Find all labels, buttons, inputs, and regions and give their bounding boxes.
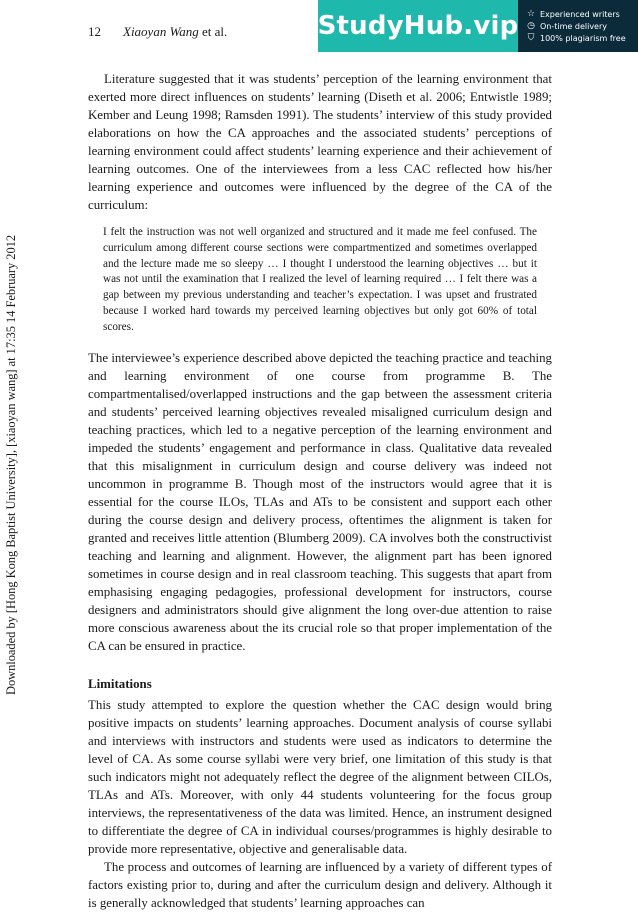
- block-quote: I felt the instruction was not well organized and structured and it made me feel confused. The curriculum among different course sections were compartmentized and sometimes overlapped and the lecture made me so sleepy … I thought I understood the learning objectives … but it was not until the examination that I realized the level of learning required … I felt there was a gap between my previous understanding and teacher’s expectation. I was upset and frustrated because I worked hard towards my perceived learning objectives but only got 60% of total scores.: [103, 226, 537, 333]
- download-watermark: Downloaded by [Hong Kong Baptist University], [xiaoyan wang] at 17:35 14 February 2012: [4, 234, 18, 695]
- feature-item: [526, 21, 638, 31]
- paragraph: Literature suggested that it was students’ perception of the learning environment that exerted more direct influences on students’ learning (Diseth et al. 2006; Entwistle 1989; Kember and Leung 1998; Ramsden 1991). The students’ interview of this study provided elaborations on how the CA approaches and the associated students’ perceptions of learning environment could affect students’ learning experience and their achievement of learning outcomes. One of the interviewees from a less CAC reflected how his/her learning experience and outcomes were influenced by the degree of the CA of the curriculum:: [88, 72, 552, 212]
- author-names: Xiaoyan Wang: [123, 24, 199, 39]
- ad-banner[interactable]: [318, 0, 638, 52]
- paragraph: This study attempted to explore the question whether the CAC design would bring positive impacts on students’ learning approaches. Document analysis of course syllabi and interviews with instructors and students were used as indicators to determine the level of CA. As some course syllabi were very brief, one limitation of this study is that such indicators might not adequately reflect the degree of the alignment between CILOs, TLAs and ATs. Moreover, with only 44 students volunteering for the focus group interviews, the representativeness of the data was limited. Hence, an instrument designed to differentiate the degree of CA in individual courses/programmes is highly desirable to provide more representative, objective and generalisable data.: [88, 697, 552, 856]
- feature-list: [518, 0, 638, 52]
- feature-label: 100% plagiarism free: [540, 33, 626, 43]
- feature-item: [526, 9, 638, 19]
- star-icon: ☆: [526, 9, 536, 19]
- running-header: [88, 24, 227, 40]
- feature-label: On-time delivery: [540, 21, 607, 31]
- shield-icon: ⛉: [527, 33, 535, 43]
- paragraph: The process and outcomes of learning are influenced by a variety of different types of factors existing prior to, during and after the curriculum design and delivery. Although it is generally acknowledged that students’ learning approaches can: [88, 859, 552, 910]
- feature-item: [526, 33, 638, 43]
- author-suffix: et al.: [198, 24, 228, 39]
- section-heading: Limitations: [88, 676, 152, 691]
- article-body: [88, 70, 552, 912]
- page-number: 12: [88, 24, 101, 39]
- feature-label: Experienced writers: [540, 9, 620, 19]
- brand-logo[interactable]: StudyHub.vip: [318, 0, 518, 52]
- paragraph: The interviewee’s experience described above depicted the teaching practice and teaching and learning environment of one course from programme B. The compartmentalised/overlapped instructions and the gap between the assessment criteria and students’ perceived learning objectives revealed misaligned curriculum design and teaching practices, which led to a negative perception of the learning environment and impeded the students’ engagement and performance in class. Qualitative data revealed that this misalignment in curriculum design and course delivery was indeed not uncommon in programme B. Though most of the instructors would agree that it is essential for the course ILOs, TLAs and ATs to be consistent and support each other during the course design and delivery process, oftentimes the alignment is taken for granted and receives little attention (Blumberg 2009). CA involves both the constructivist teaching and learning and alignment. However, the alignment part has been ignored sometimes in course design and in real classroom teaching. This suggests that apart from emphasising engaging pedagogies, professional development for instructors, course designers and administrators should give alignment the long over-due attention to raise more conscious awareness about the its crucial role so that proper implementation of the CA can be ensured in practice.: [88, 350, 552, 653]
- clock-icon: ◷: [527, 21, 535, 31]
- author-line: [123, 24, 227, 40]
